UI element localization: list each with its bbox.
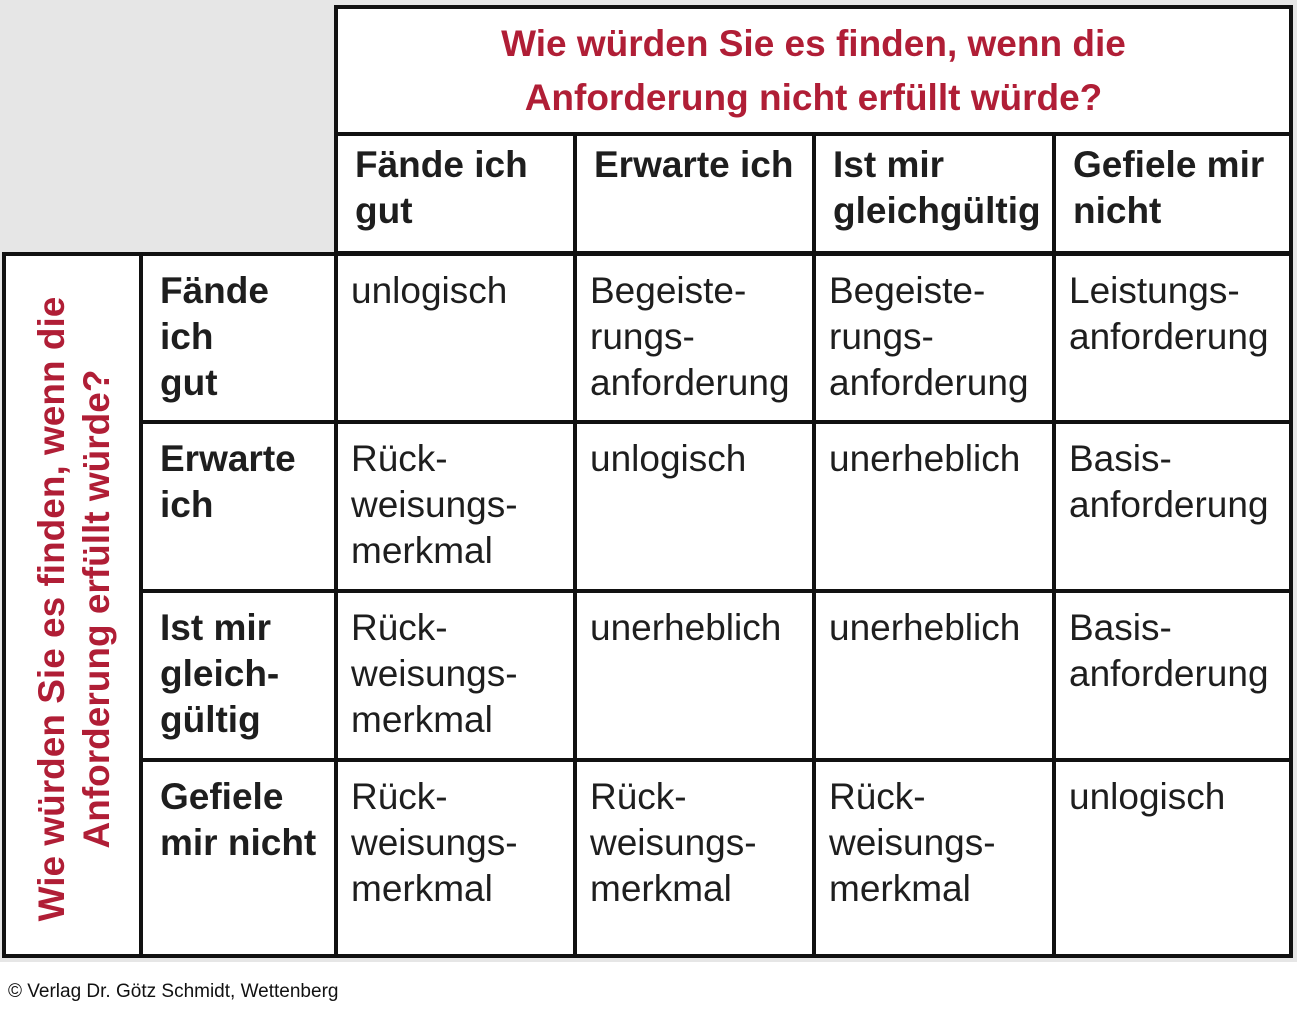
column-header-gefiele-mir-nicht: Gefiele mir nicht xyxy=(1052,132,1293,255)
row-header-gefiele-mir-nicht: Gefiele mir nicht xyxy=(139,758,338,958)
row-header-erwarte-ich: Erwarte ich xyxy=(139,420,338,593)
column-header-ist-mir-gleichgueltig: Ist mir gleichgültig xyxy=(812,132,1056,255)
table-cell: Rück- weisungs- merkmal xyxy=(334,420,577,593)
column-header-faende-ich-gut: Fände ich gut xyxy=(334,132,577,255)
table-cell: Basis- anforderung xyxy=(1052,589,1293,762)
table-cell: Leistungs- anforderung xyxy=(1052,252,1293,424)
side-header xyxy=(2,252,139,958)
table-cell: unerheblich xyxy=(812,420,1056,593)
table-cell: Begeiste- rungs- anforderung xyxy=(812,252,1056,424)
table-cell: Rück- weisungs- merkmal xyxy=(812,758,1056,958)
table-cell: unlogisch xyxy=(573,420,816,593)
table-cell: unerheblich xyxy=(812,589,1056,762)
copyright-notice: © Verlag Dr. Götz Schmidt, Wettenberg xyxy=(8,981,339,1002)
row-header-faende-ich-gut: Fände ich gut xyxy=(139,252,338,424)
table-cell: unlogisch xyxy=(334,252,577,424)
table-cell: Rück- weisungs- merkmal xyxy=(334,589,577,762)
row-header-ist-mir-gleichgueltig: Ist mir gleich- gültig xyxy=(139,589,338,762)
table-cell: Begeiste- rungs- anforderung xyxy=(573,252,816,424)
table-cell: unerheblich xyxy=(573,589,816,762)
table-cell: Rück- weisungs- merkmal xyxy=(334,758,577,958)
table-cell: Basis- anforderung xyxy=(1052,420,1293,593)
top-header-question: Wie würden Sie es finden, wenn die Anforderung nicht erfüllt würde? xyxy=(334,5,1293,136)
table-cell: Rück- weisungs- merkmal xyxy=(573,758,816,958)
side-header-question: Wie würden Sie es finden, wenn die Anforderung erfüllt würde? xyxy=(31,296,117,922)
column-header-erwarte-ich: Erwarte ich xyxy=(573,132,816,255)
table-cell: unlogisch xyxy=(1052,758,1293,958)
